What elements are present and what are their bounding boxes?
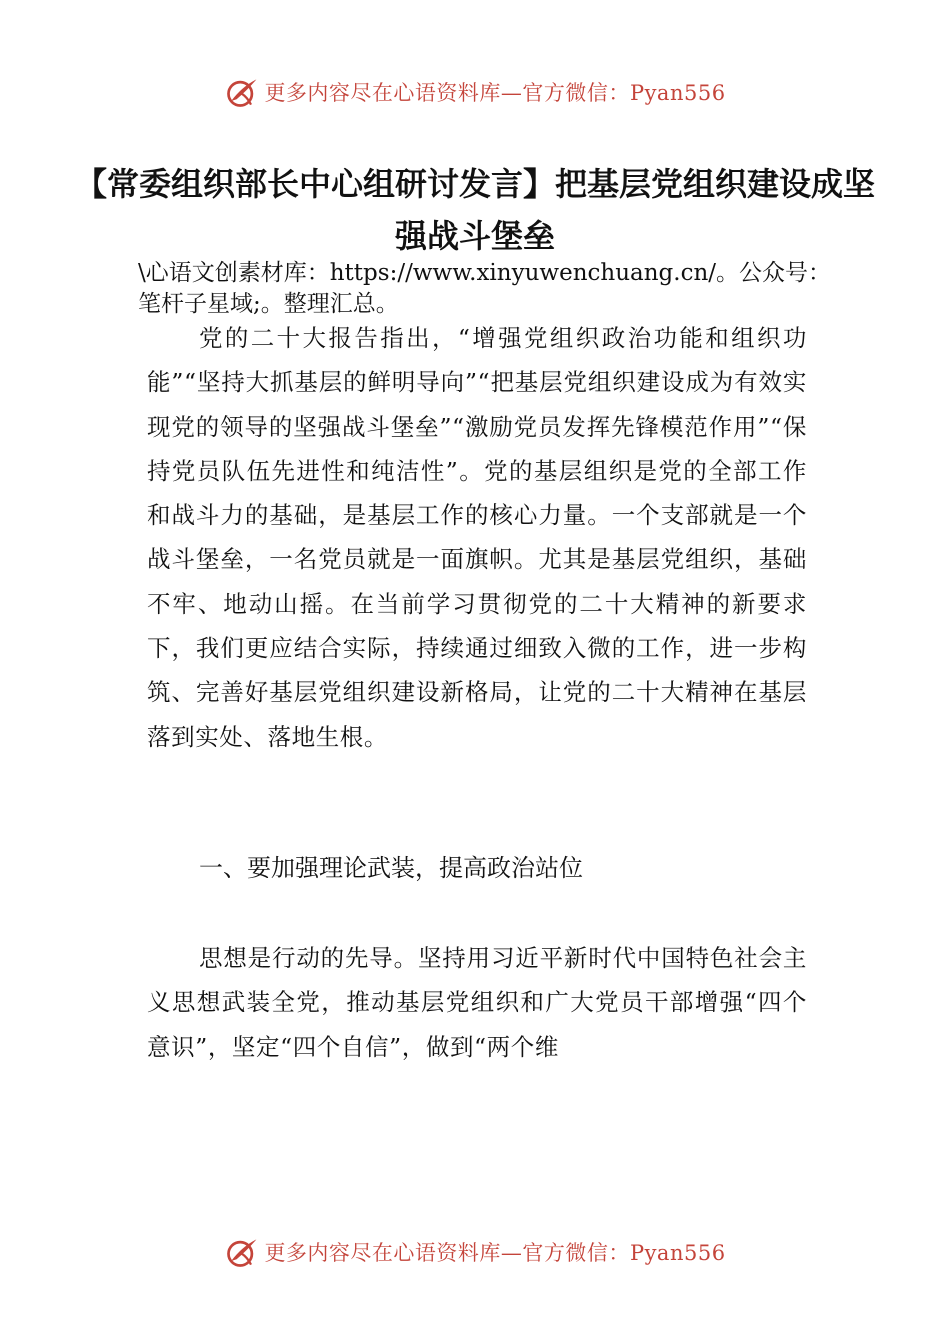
footer-banner [0, 1232, 950, 1272]
paragraph-1: 党的二十大报告指出，“增强党组织政治功能和组织功能”“坚持大抓基层的鲜明导向”“把基层党组织建设成为有效实现党的领导的坚强战斗堡垒”“激励党员发挥先锋模范作用”“保持党员队伍先进性和纯洁性”。党的基层组织是党的全部工作和战斗力的基础，是基层工作的核心力量。一个支部就是一个战斗堡垒，一名党员就是一面旗帜。尤其是基层党组织，基础不牢、地动山摇。在当前学习贯彻党的二十大精神的新要求下，我们更应结合实际，持续通过细致入微的工作，进一步构筑、完善好基层党组织建设新格局，让党的二十大精神在基层落到实处、落地生根。 [147, 324, 807, 751]
wechat-id: Pyan556 [629, 1241, 726, 1265]
header-banner [0, 72, 950, 112]
banner-label: 更多内容尽在心语资料库—官方微信： [264, 81, 630, 105]
banner-text [264, 1237, 725, 1267]
document-title: 【常委组织部长中心组研讨发言】把基层党组织建设成坚强战斗堡垒 [74, 165, 875, 255]
banner-label: 更多内容尽在心语资料库—官方微信： [264, 1241, 630, 1265]
logo-icon [224, 74, 260, 110]
wechat-id: Pyan556 [629, 81, 726, 105]
banner-text [264, 77, 725, 107]
logo-icon [224, 1234, 260, 1270]
section-heading-1: 一、要加强理论武装，提高政治站位 [199, 854, 583, 882]
source-line: \心语文创素材库：https://www.xinyuwenchuang.cn/。公众号：笔杆子星域;。整理汇总。 [138, 260, 832, 317]
paragraph-2: 思想是行动的先导。坚持用习近平新时代中国特色社会主义思想武装全党，推动基层党组织和广大党员干部增强“四个意识”，坚定“四个自信”，做到“两个维 [147, 944, 807, 1061]
